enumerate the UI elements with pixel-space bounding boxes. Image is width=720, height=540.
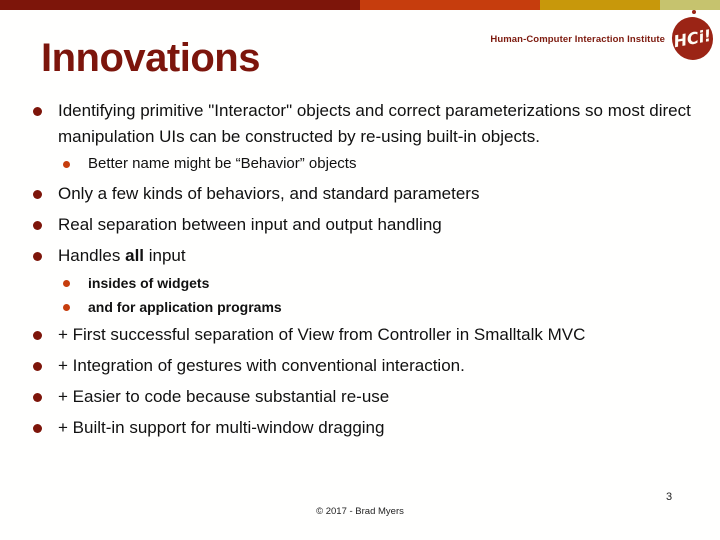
bullet-icon [33, 331, 42, 340]
bullet-text: insides of widgets [88, 275, 210, 291]
institute-name: Human-Computer Interaction Institute [490, 33, 665, 45]
bullet-text: + First successful separation of View from Controller in Smalltalk MVC [58, 325, 586, 344]
header-branding [490, 12, 714, 60]
page-title: Innovations [41, 36, 260, 80]
bullet-text: + Easier to code because substantial re-use [58, 387, 390, 406]
bullet-icon [33, 252, 42, 261]
bullet-text: Identifying primitive "Interactor" objects and correct parameterizations so most direct manipulation UIs can be constructed by re-using built-in objects. [58, 101, 691, 146]
bullet-icon [63, 280, 70, 287]
footer-copyright: © 2017 - Brad Myers [316, 506, 404, 517]
bullet-text: Better name might be “Behavior” objects [88, 155, 357, 172]
bullet-icon [33, 362, 42, 371]
bullet-text: Real separation between input and output handling [58, 215, 442, 234]
bullet-text: Only a few kinds of behaviors, and standard parameters [58, 184, 480, 203]
hcii-logo [670, 12, 714, 60]
bullet-item-level-2 [0, 155, 708, 173]
bullet-icon [63, 304, 70, 311]
bullet-icon [33, 424, 42, 433]
bullet-item-level-2 [0, 298, 708, 316]
top-bar-segment-khaki [660, 0, 720, 10]
bullet-text: + Integration of gestures with conventional interaction. [58, 356, 465, 375]
top-bar-segment-gold [540, 0, 660, 10]
top-bar-segment-maroon [0, 0, 360, 10]
bullet-item-level-1 [0, 384, 708, 410]
bullet-list [0, 98, 720, 446]
bullet-icon [33, 393, 42, 402]
bullet-item-level-1 [0, 415, 708, 441]
hcii-logo-icon: HCi! [669, 14, 717, 63]
top-accent-bar [0, 0, 720, 10]
bullet-text: Handles all input [58, 246, 186, 265]
bullet-text: + Built-in support for multi-window dragging [58, 418, 385, 437]
hcii-logo-dot-icon [692, 10, 696, 14]
bullet-item-level-1 [0, 322, 708, 348]
bullet-item-level-1 [0, 212, 708, 238]
bullet-icon [33, 107, 42, 116]
bullet-text: and for application programs [88, 299, 282, 315]
bullet-icon [63, 161, 70, 168]
page-number: 3 [666, 491, 673, 503]
bullet-item-level-2 [0, 274, 708, 292]
bullet-item-level-1 [0, 181, 708, 207]
top-bar-segment-orange [360, 0, 540, 10]
bullet-icon [33, 190, 42, 199]
bullet-item-level-1 [0, 353, 708, 379]
bullet-item-level-1 [0, 98, 708, 150]
bullet-item-level-1 [0, 243, 708, 269]
bullet-icon [33, 221, 42, 230]
